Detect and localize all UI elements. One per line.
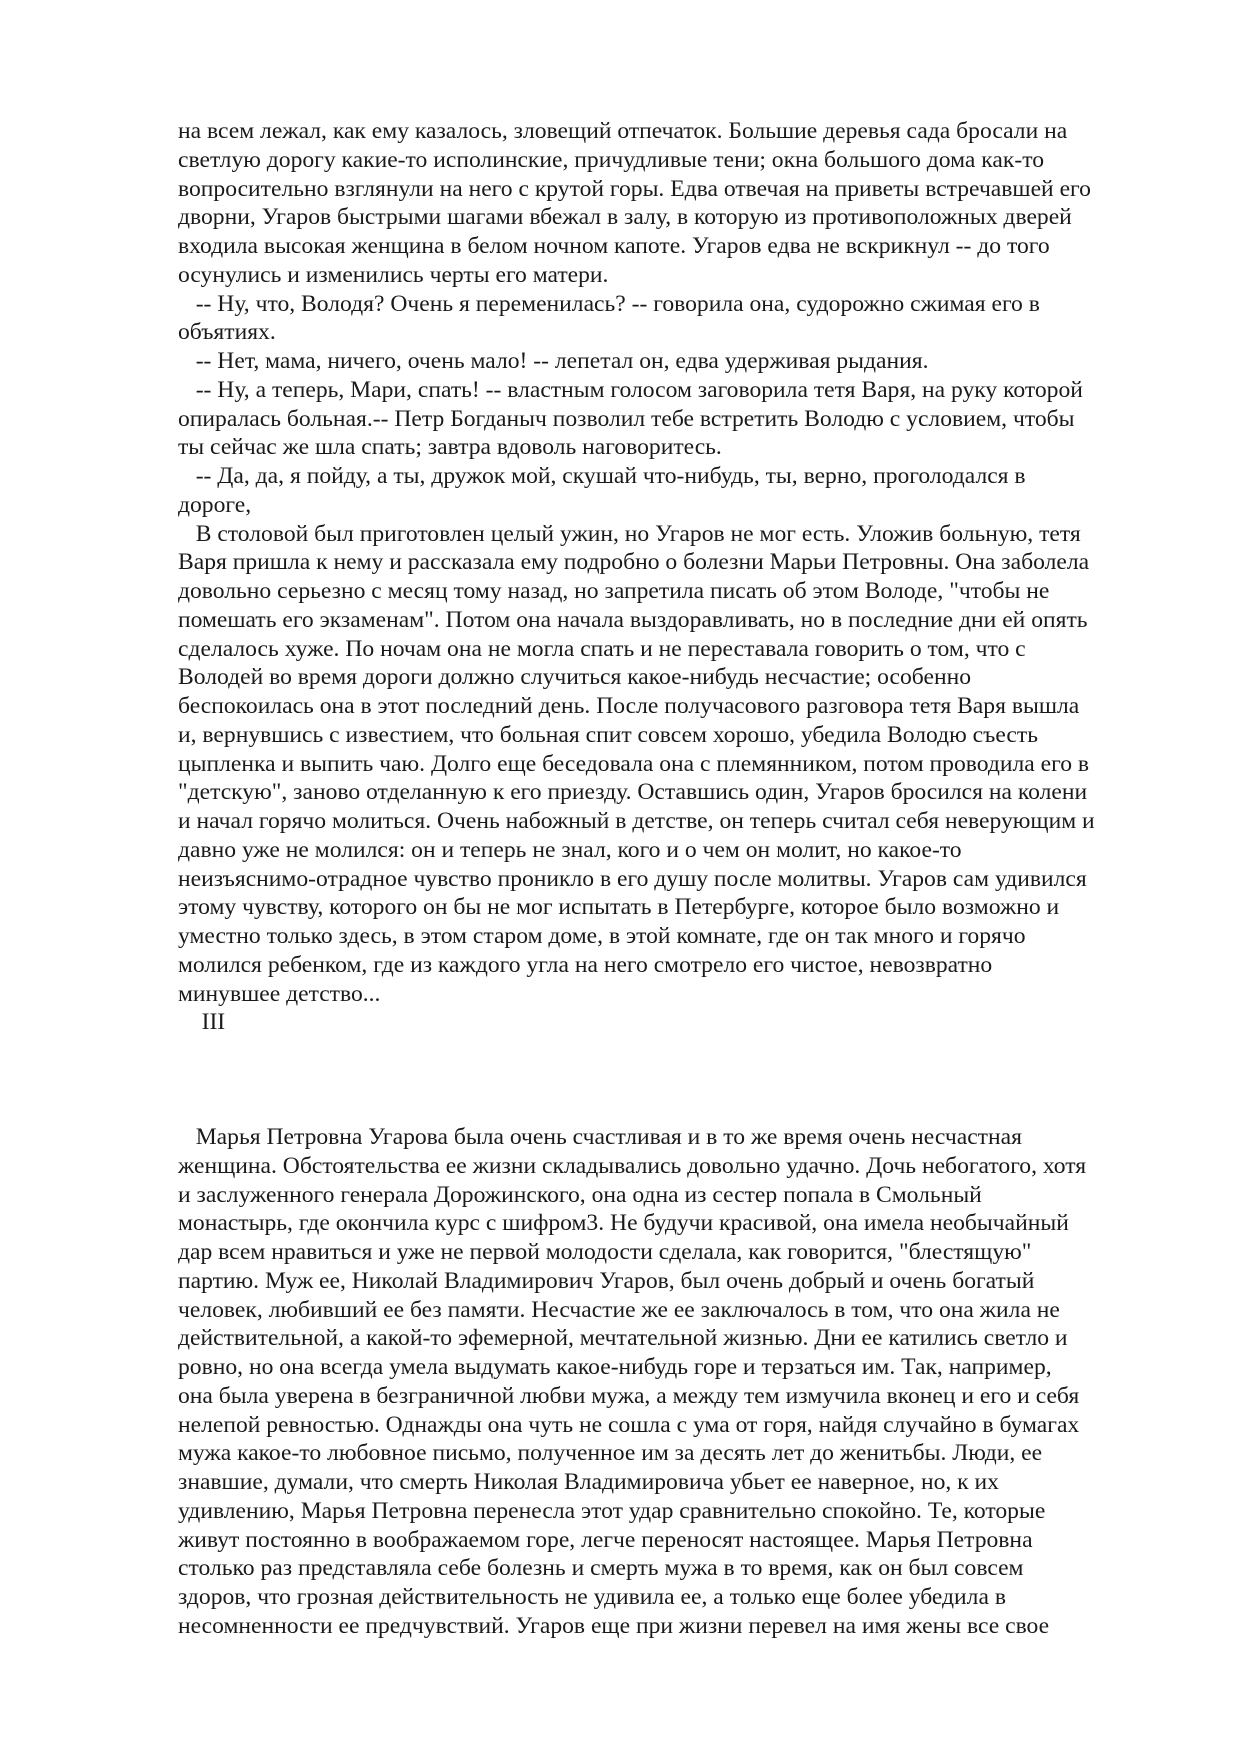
text-line: уместно только здесь, в этом старом доме, в этой комнате, где он так много и горячо — [178, 923, 1026, 949]
text-line: неизъяснимо-отрадное чувство проникло в его душу после молитвы. Угаров сам удивился — [178, 865, 1087, 892]
text-line: объятиях. — [178, 319, 276, 346]
text-line: вопросительно взглянули на него с крутой горы. Едва отвечая на приветы встречавшей его — [178, 175, 1091, 202]
text-block-1 — [178, 117, 1188, 1008]
text-line: входила высокая женщина в белом ночном капоте. Угаров едва не вскрикнул -- до того — [178, 233, 1050, 259]
chapter-heading: III — [178, 1009, 226, 1036]
text-line: несомненности ее предчувствий. Угаров еще при жизни перевел на имя жены все свое — [178, 1612, 1050, 1639]
text-line: -- Ну, что, Володя? Очень я переменилась? -- говорила она, судорожно сжимая его в — [178, 290, 1040, 317]
text-line: ты сейчас же шла спать; завтра вдоволь наговоритесь. — [178, 434, 722, 461]
text-line: довольно серьезно с месяц тому назад, но запретила писать об этом Володе, "чтобы не — [178, 578, 1050, 604]
text-line: столько раз представляла себе болезнь и смерть мужа в то время, как он был совсем — [178, 1555, 1024, 1582]
text-line: и, вернувшись с известием, что больная спит совсем хорошо, убедила Володю съесть — [178, 721, 1038, 748]
text-line: давно уже не молился: он и теперь не знал, кого и о чем он молит, но какое-то — [178, 836, 962, 863]
document-page — [178, 117, 1188, 1641]
text-line: светлую дорогу какие-то исполинские, причудливые тени; окна большого дома как-то — [178, 146, 1044, 173]
text-line: минувшее детство... — [178, 980, 381, 1007]
text-line: -- Ну, а теперь, Мари, спать! -- властным голосом заговорила тетя Варя, на руку которой — [178, 376, 1083, 403]
text-line: она была уверена в безграничной любви мужа, а между тем измучила вконец и его и себя — [178, 1382, 1080, 1409]
text-line: Варя пришла к нему и рассказала ему подробно о болезни Марьи Петровны. Она заболела — [178, 549, 1090, 576]
text-line: дороге, — [178, 491, 252, 518]
text-line: мужа какое-то любовное письмо, полученное им за десять лет до женитьбы. Люди, ее — [178, 1440, 1043, 1467]
text-line: опиралась больная.-- Петр Богданыч позволил тебе встретить Володю с условием, чтобы — [178, 405, 1075, 432]
text-line: сделалось хуже. По ночам она не могла спать и не переставала говорить о том, что с — [178, 635, 1026, 662]
text-line: Марья Петровна Угарова была очень счастливая и в то же время очень несчастная — [178, 1124, 1022, 1150]
text-line: дворни, Угаров быстрыми шагами вбежал в залу, в которую из противоположных дверей — [178, 204, 1072, 231]
text-line: В столовой был приготовлен целый ужин, но Угаров не мог есть. Уложив больную, тетя — [178, 520, 1081, 547]
text-line: "детскую", заново отделанную к его приезду. Оставшись один, Угаров бросился на колени — [178, 779, 1088, 806]
text-line: Володей во время дороги должно случиться какое-нибудь несчастие; особенно — [178, 664, 972, 691]
text-line: действительной, а какой-то эфемерной, мечтательной жизнью. Дни ее катились светло и — [178, 1325, 1068, 1352]
text-line: -- Нет, мама, ничего, очень мало! -- лепетал он, едва удерживая рыдания. — [178, 348, 929, 374]
text-line: беспокоилась она в этот последний день. После получасового разговора тетя Варя вышла — [178, 693, 1080, 719]
text-line: цыпленка и выпить чаю. Долго еще беседовала она с племянником, потом проводила его в — [178, 750, 1090, 777]
text-line: молился ребенком, где из каждого угла на него смотрело его чистое, невозвратно — [178, 951, 993, 978]
text-line: здоров, что грозная действительность не удивила ее, а только еще более убедила в — [178, 1584, 1006, 1610]
text-line: -- Да, да, я пойду, а ты, дружок мой, скушай что-нибудь, ты, верно, проголодался в — [178, 463, 1026, 489]
section-spacer — [178, 1037, 1188, 1123]
text-line: живут постоянно в воображаемом горе, легче переносят настоящее. Марья Петровна — [178, 1526, 1033, 1553]
text-line: ровно, но она всегда умела выдумать какое-нибудь горе и терзаться им. Так, например, — [178, 1354, 1052, 1380]
text-line: партию. Муж ее, Николай Владимирович Угаров, был очень добрый и очень богатый — [178, 1267, 1035, 1294]
text-line: человек, любивший ее без памяти. Несчастие же ее заключалось в том, что она жила не — [178, 1296, 1060, 1323]
text-line: и начал горячо молиться. Очень набожный в детстве, он теперь считал себя неверующим и — [178, 808, 1095, 834]
text-line: женщина. Обстоятельства ее жизни складывались довольно удачно. Дочь небогатого, хотя — [178, 1152, 1087, 1179]
text-line: на всем лежал, как ему казалось, зловещий отпечаток. Большие деревья сада бросали на — [178, 118, 1068, 144]
text-line: знавшие, думали, что смерть Николая Владимировича убьет ее наверное, но, к их — [178, 1469, 999, 1495]
text-line: удивлению, Марья Петровна перенесла этот удар сравнительно спокойно. Те, которые — [178, 1497, 1046, 1524]
text-line: монастырь, где окончила курс с шифром3. Не будучи красивой, она имела необычайный — [178, 1210, 1069, 1237]
text-line: осунулись и изменились черты его матери. — [178, 261, 609, 288]
text-line: дар всем нравиться и уже не первой молодости сделала, как говорится, "блестящую" — [178, 1239, 1032, 1265]
text-block-2 — [178, 1123, 1188, 1641]
text-line: этому чувству, которого он бы не мог испытать в Петербурге, которое было возможно и — [178, 894, 1060, 921]
text-line: помешать его экзаменам". Потом она начала выздоравливать, но в последние дни ей опять — [178, 606, 1088, 633]
text-line: нелепой ревностью. Однажды она чуть не сошла с ума от горя, найдя случайно в бумагах — [178, 1411, 1080, 1438]
text-line: и заслуженного генерала Дорожинского, она одна из сестер попала в Смольный — [178, 1181, 982, 1208]
